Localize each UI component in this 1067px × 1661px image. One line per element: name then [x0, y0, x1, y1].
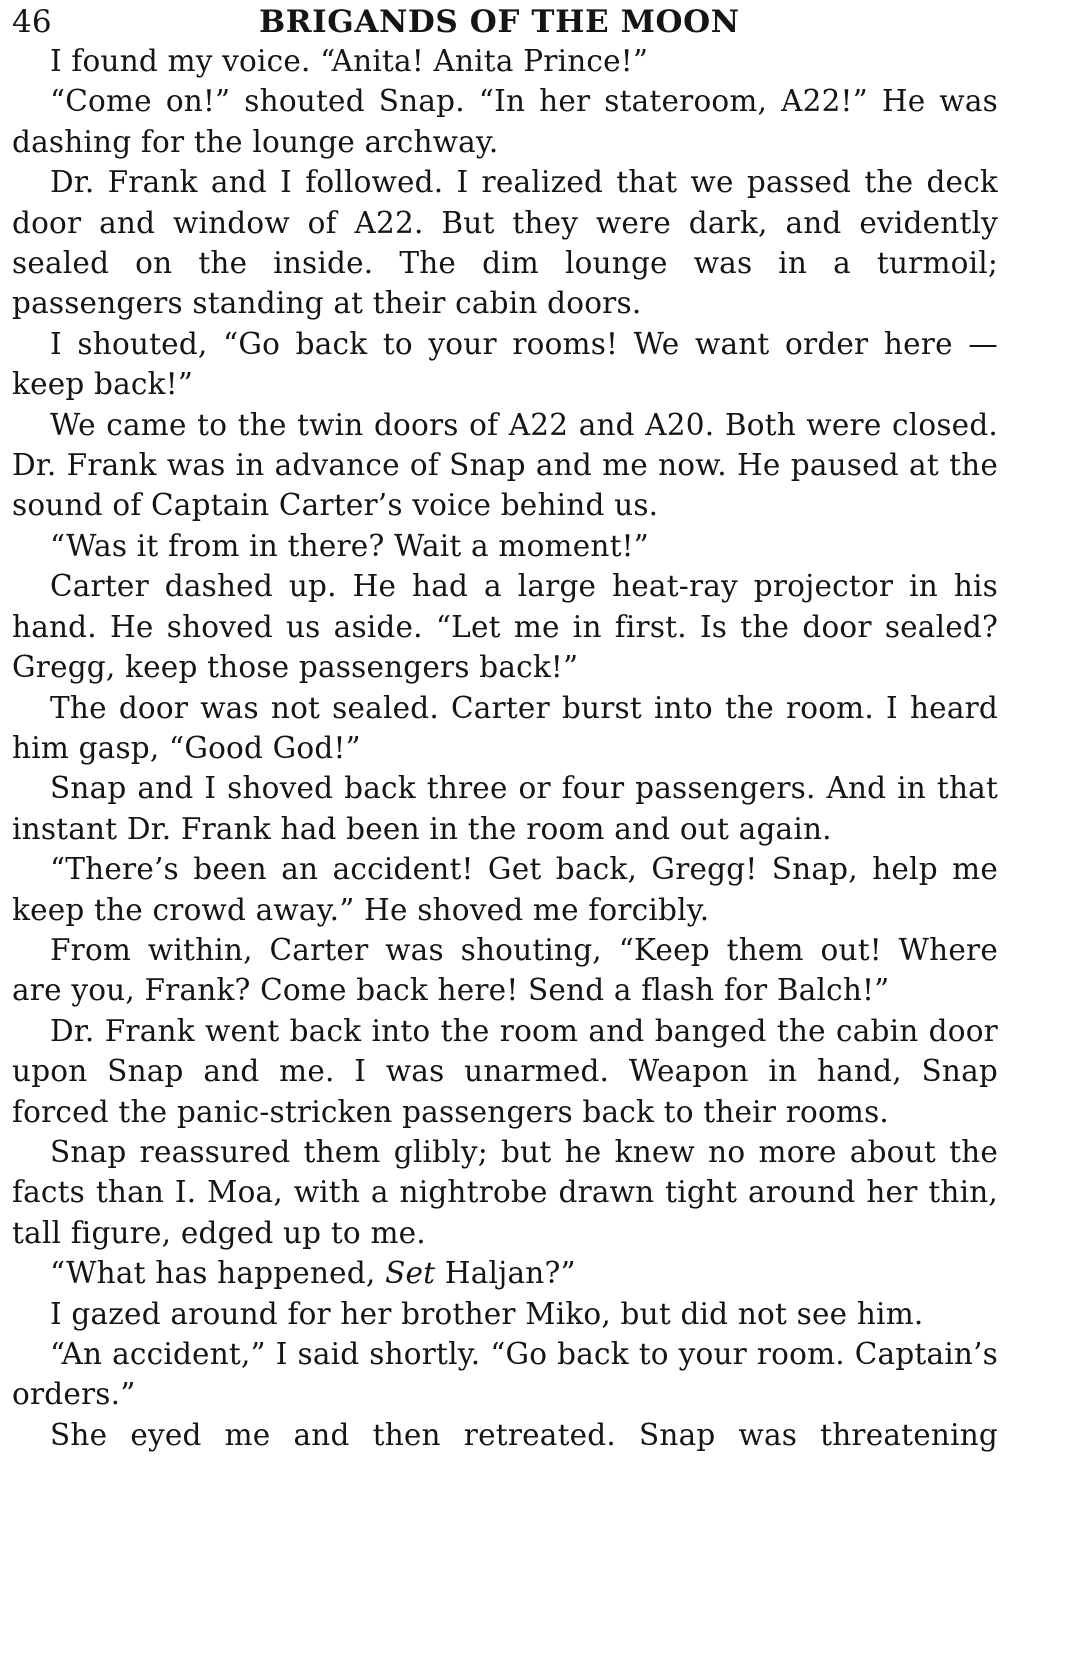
paragraph: “Come on!” shouted Snap. “In her stateroom, A22!” He was dashing for the lounge archway. — [12, 84, 998, 159]
paragraph: Dr. Frank went back into the room and banged the cabin door upon Snap and me. I was unarmed. Weapon in hand, Snap forced the panic-stricken passengers back to their rooms. — [12, 1013, 998, 1129]
page-number: 46 — [12, 4, 52, 40]
paragraph: Snap and I shoved back three or four passengers. And in that instant Dr. Frank had been in the room and out again. — [12, 771, 998, 846]
paragraph: I shouted, “Go back to your rooms! We want order here —keep back!” — [12, 326, 998, 402]
italic-text: Set — [385, 1256, 436, 1291]
paragraph — [12, 1253, 998, 1293]
page-header — [12, 0, 998, 40]
paragraph: Dr. Frank and I followed. I realized that we passed the deck door and window of A22. But they were dark, and evidently sealed on the inside. The dim lounge was in a turmoil; passengers standing at their cabin doors. — [12, 165, 998, 321]
paragraph: I found my voice. “Anita! Anita Prince!” — [50, 44, 649, 78]
paragraph: Carter dashed up. He had a large heat-ray projector in his hand. He shoved us aside. “Let me in first. Is the door sealed? Gregg, keep those passengers back!” — [12, 569, 998, 685]
paragraph: I gazed around for her brother Miko, but did not see him. — [50, 1296, 924, 1331]
paragraph: “An accident,” I said shortly. “Go back to your room. Captain’s orders.” — [12, 1337, 998, 1412]
paragraph-text: “What has happened, — [50, 1256, 386, 1291]
paragraph: Snap reassured them glibly; but he knew no more about the facts than I. Moa, with a nightrobe drawn tight around her thin, tall figure, edged up to me. — [12, 1134, 998, 1250]
paragraph: The door was not sealed. Carter burst into the room. I heard him gasp, “Good God!” — [12, 690, 998, 765]
paragraph: “Was it from in there? Wait a moment!” — [50, 528, 649, 563]
paragraph-text: Haljan?” — [435, 1256, 576, 1291]
paragraph: “There’s been an accident! Get back, Gregg! Snap, help me keep the crowd away.” He shoved me forcibly. — [12, 852, 998, 927]
body-text — [12, 41, 998, 1455]
running-head: BRIGANDS OF THE MOON — [259, 4, 740, 40]
paragraph: She eyed me and then retreated. Snap was threatening — [50, 1417, 998, 1452]
book-page — [12, 0, 998, 1452]
paragraph: We came to the twin doors of A22 and A20. Both were closed. Dr. Frank was in advance of Snap and me now. He paused at the sound of Captain Carter’s voice behind us. — [12, 407, 998, 523]
paragraph: From within, Carter was shouting, “Keep them out! Where are you, Frank? Come back here! Send a flash for Balch!” — [12, 932, 998, 1008]
